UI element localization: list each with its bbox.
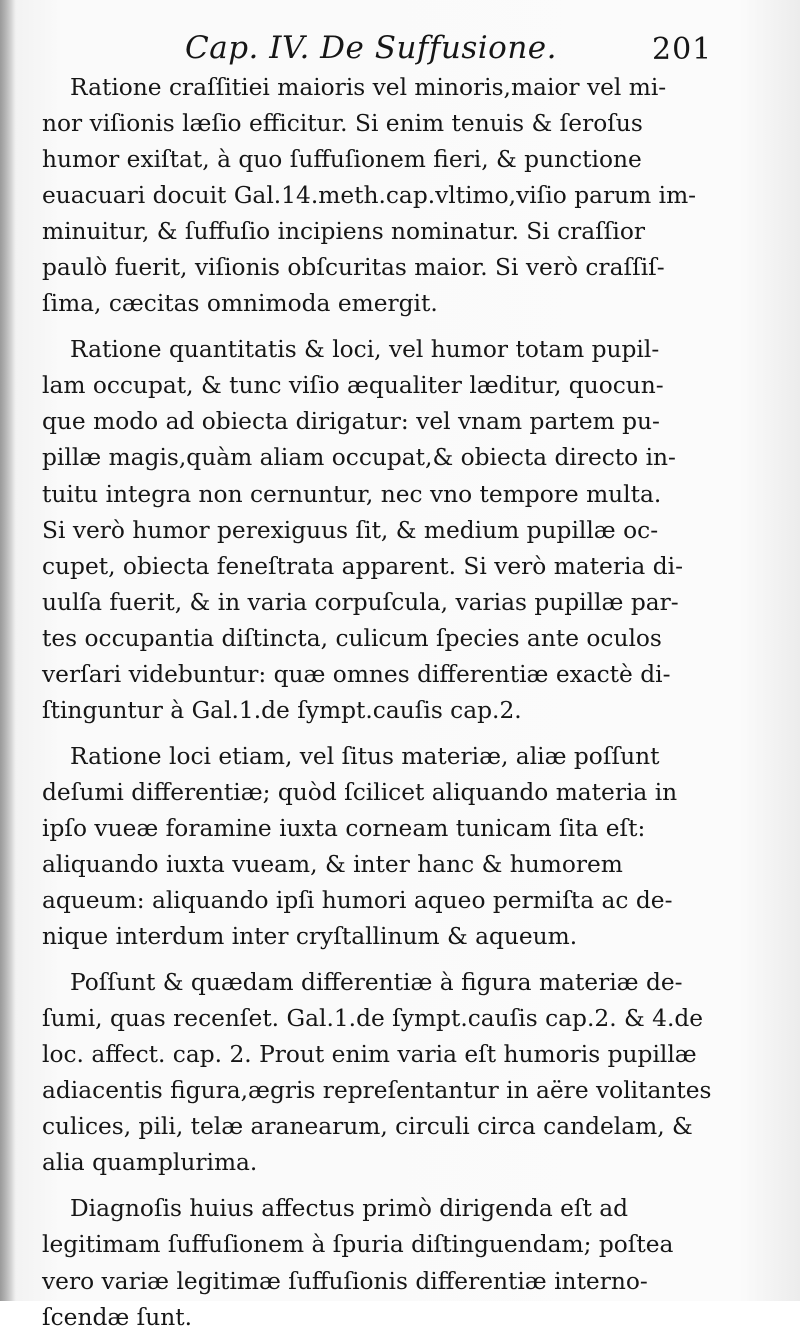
paragraph (42, 739, 732, 955)
text-line: euacuari docuit Gal.14.meth.cap.vltimo,viſio parum im- (42, 182, 697, 210)
text-line: legitimam ſuffuſionem à ſpuria diſtinguendam; poſtea (42, 1231, 674, 1259)
text-line: ipſo vueæ foramine iuxta corneam tunicam ſita eſt: (42, 814, 646, 842)
paragraph (42, 70, 732, 322)
text-line: cupet, obiecta feneſtrata apparent. Si verò materia di- (42, 552, 683, 580)
body-text (42, 70, 732, 1336)
text-line: tuitu integra non cernuntur, nec vno tempore multa. (42, 480, 662, 508)
text-line: ſima, cæcitas omnimoda emergit. (42, 290, 438, 318)
text-line: humor exiſtat, à quo ſuffuſionem fieri, & punctione (42, 146, 642, 174)
page-header (0, 22, 800, 72)
text-line: lam occupat, & tunc viſio æqualiter læditur, quocun- (42, 372, 664, 400)
text-line: que modo ad obiecta dirigatur: vel vnam partem pu- (42, 408, 660, 436)
text-line: loc. affect. cap. 2. Prout enim varia eſt humoris pupillæ (42, 1041, 697, 1069)
text-line: vero variæ legitimæ ſuffuſionis differentiæ interno- (42, 1267, 648, 1295)
text-line: Poſſunt & quædam differentiæ à figura materiæ de- (70, 969, 683, 997)
paragraph (42, 332, 732, 729)
text-line: ſcendæ ſunt. (42, 1303, 193, 1331)
text-line: verſari videbuntur: quæ omnes differentiæ exactè di- (42, 660, 671, 688)
text-line: Diagnoſis huius affectus primò dirigenda eſt ad (70, 1195, 629, 1223)
text-line: ſumi, quas recenſet. Gal.1.de ſympt.cauſis cap.2. & 4.de (42, 1005, 704, 1033)
text-line: Ratione loci etiam, vel ſitus materiæ, aliæ poſſunt (70, 742, 660, 770)
text-line: aliquando iuxta vueam, & inter hanc & humorem (42, 850, 623, 878)
text-line: aqueum: aliquando ipſi humori aqueo permiſta ac de- (42, 887, 673, 915)
text-line: deſumi differentiæ; quòd ſcilicet aliquando materia in (42, 778, 678, 806)
paragraph (42, 1191, 732, 1335)
text-line: alia quamplurima. (42, 1149, 258, 1177)
page-number: 201 (652, 32, 713, 67)
running-head: Cap. IV. De Suffusione. (185, 30, 557, 66)
text-line: Si verò humor perexiguus ſit, & medium pupillæ oc- (42, 516, 659, 544)
text-line: pillæ magis,quàm aliam occupat,& obiecta directo in- (42, 444, 676, 472)
text-line: ſtinguntur à Gal.1.de ſympt.cauſis cap.2. (42, 696, 522, 724)
text-line: minuitur, & ſuffuſio incipiens nominatur. Si craſſior (42, 218, 646, 246)
text-line: Ratione quantitatis & loci, vel humor totam pupil- (70, 336, 660, 364)
text-line: culices, pili, telæ aranearum, circuli circa candelam, & (42, 1113, 693, 1141)
text-line: adiacentis figura,ægris repreſentantur in aëre volitantes (42, 1077, 712, 1105)
text-line: uulſa fuerit, & in varia corpuſcula, varias pupillæ par- (42, 588, 679, 616)
paragraph (42, 965, 732, 1181)
text-line: nique interdum inter cryſtallinum & aqueum. (42, 923, 578, 951)
text-line: tes occupantia diſtincta, culicum ſpecies ante oculos (42, 624, 662, 652)
text-line: paulò fuerit, viſionis obſcuritas maior. Si verò craſſiſ- (42, 254, 665, 282)
text-line: nor viſionis læſio efficitur. Si enim tenuis & ſeroſus (42, 110, 643, 138)
text-line: Ratione craſſitiei maioris vel minoris,maior vel mi- (70, 74, 667, 101)
gutter-shadow (0, 0, 16, 1301)
